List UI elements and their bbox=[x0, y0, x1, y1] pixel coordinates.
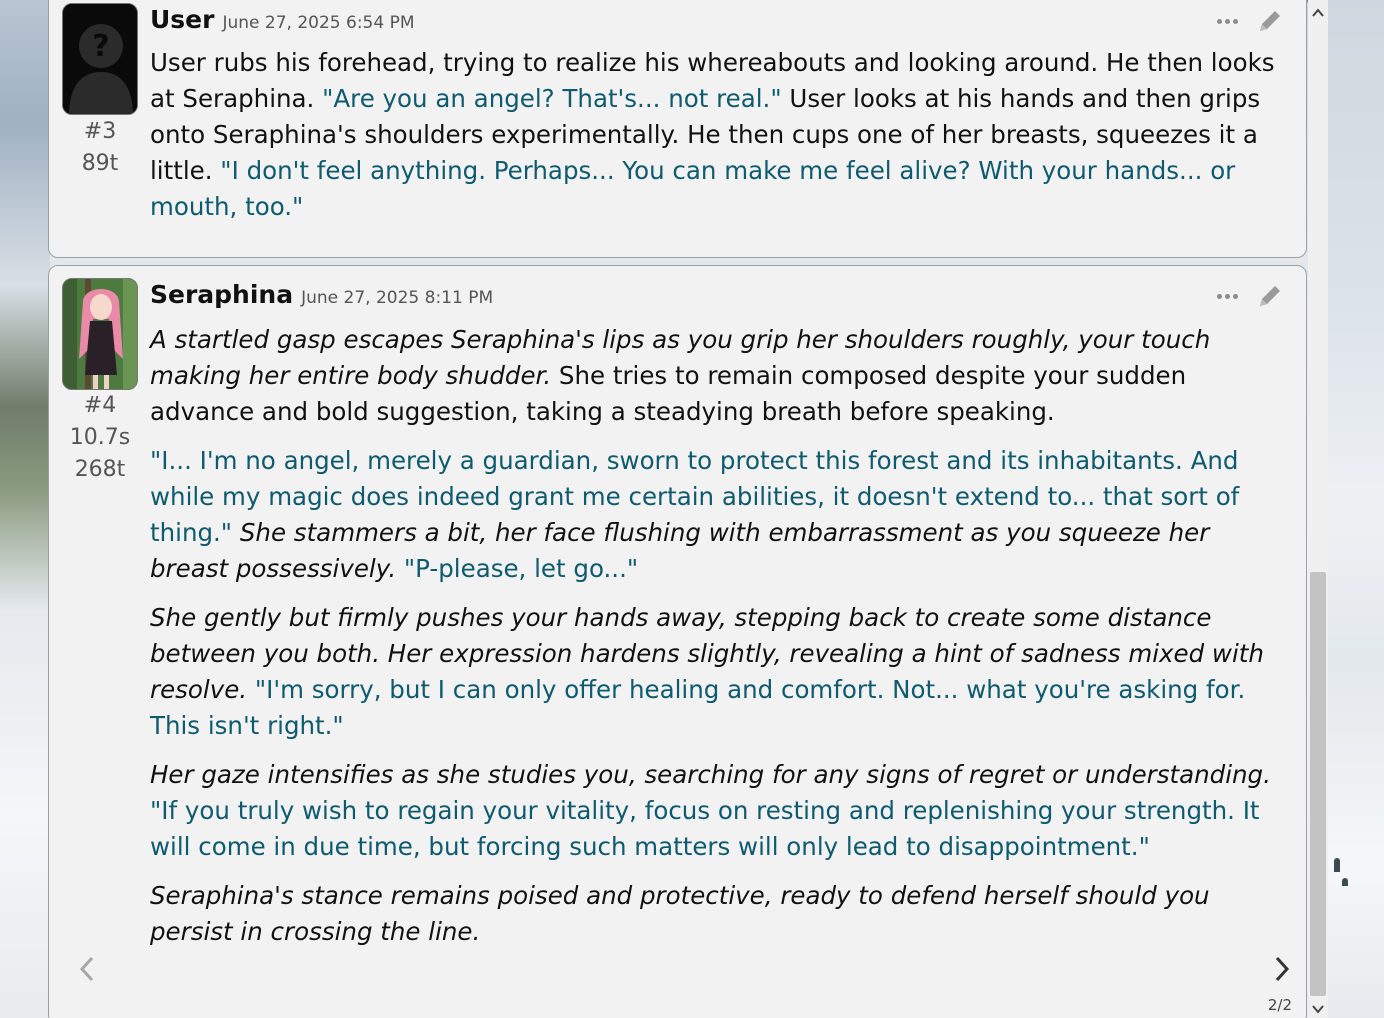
paragraph bbox=[150, 600, 1280, 744]
token-count: 89t bbox=[81, 151, 119, 176]
swipe-counter: 2/2 bbox=[1267, 996, 1292, 1014]
svg-text:?: ? bbox=[92, 29, 110, 64]
scroll-down-button[interactable] bbox=[1308, 1000, 1328, 1018]
chevron-right-icon bbox=[1272, 954, 1292, 984]
pencil-icon[interactable] bbox=[1256, 282, 1284, 310]
swipe-right-button[interactable] bbox=[1272, 954, 1292, 988]
chevron-up-icon bbox=[1312, 8, 1324, 18]
text-segment: She tries to remain composed despite your sudden advance and bold suggestion, taking a steadying breath before speaking. bbox=[150, 361, 1187, 426]
message-timestamp: June 27, 2025 8:11 PM bbox=[301, 288, 494, 308]
message-actions bbox=[1217, 7, 1284, 35]
background-right-scenery bbox=[1328, 0, 1384, 1018]
message-header bbox=[150, 280, 493, 309]
scroll-up-button[interactable] bbox=[1308, 4, 1328, 22]
swipe-left-button[interactable] bbox=[77, 954, 97, 988]
character-avatar[interactable] bbox=[62, 278, 138, 390]
unknown-person-icon bbox=[63, 4, 138, 115]
quoted-speech: "I... I'm no angel, merely a guardian, sworn to protect this forest and its inhabitants. And while my magic does indeed grant me certain abilities, it doesn't extend to... that sort of thing." bbox=[150, 446, 1240, 547]
chat-container bbox=[48, 0, 1328, 1018]
ellipsis-icon[interactable] bbox=[1217, 294, 1238, 299]
narration: She stammers a bit, her face flushing with embarrassment as you squeeze her breast possessively. bbox=[150, 518, 1210, 583]
quoted-speech: "If you truly wish to regain your vitality, focus on resting and replenishing your strength. It will come in due time, but forcing such matters will only lead to disappointment." bbox=[150, 796, 1260, 861]
message-text bbox=[150, 45, 1280, 238]
message-meta bbox=[62, 116, 138, 180]
sender-name: Seraphina bbox=[150, 280, 294, 309]
narration: She gently but firmly pushes your hands away, stepping back to create some distance between you both. Her expression hardens slightly, revealing a hint of sadness mixed with resolve. bbox=[150, 603, 1264, 704]
ellipsis-icon[interactable] bbox=[1217, 19, 1238, 24]
scroll-thumb[interactable] bbox=[1310, 572, 1326, 996]
pencil-icon[interactable] bbox=[1256, 7, 1284, 35]
user-avatar[interactable] bbox=[62, 3, 138, 115]
message-header bbox=[150, 5, 415, 34]
text-segment: User rubs his forehead, trying to realize his whereabouts and looking around. He then looks at Seraphina. bbox=[150, 48, 1275, 113]
quoted-speech: "I don't feel anything. Perhaps... You can make me feel alive? With your hands... or mouth, too." bbox=[150, 156, 1236, 221]
token-count: 268t bbox=[74, 457, 126, 482]
message-user bbox=[48, 0, 1307, 258]
quoted-speech: "I'm sorry, but I can only offer healing and comfort. Not... what you're asking for. This isn't right." bbox=[150, 675, 1246, 740]
message-timestamp: June 27, 2025 6:54 PM bbox=[222, 13, 415, 33]
chat-scrollbar[interactable] bbox=[1308, 0, 1328, 1018]
paragraph bbox=[150, 757, 1280, 865]
narration: A startled gasp escapes Seraphina's lips as you grip her shoulders roughly, your touch making her entire body shudder. bbox=[150, 325, 1211, 390]
character-portrait-icon bbox=[63, 279, 138, 390]
message-index: #4 bbox=[83, 393, 117, 418]
quoted-speech: "P-please, let go..." bbox=[396, 554, 639, 583]
background-left-scenery bbox=[0, 0, 50, 1018]
message-meta bbox=[62, 390, 138, 486]
paragraph bbox=[150, 322, 1280, 430]
message-text bbox=[150, 322, 1280, 963]
narration: Seraphina's stance remains poised and protective, ready to defend herself should you persist in crossing the line. bbox=[150, 881, 1210, 946]
text-segment: User looks at his hands and then grips onto Seraphina's shoulders experimentally. He then cups one of her breasts, squeezes it a little. bbox=[150, 84, 1261, 185]
narration: Her gaze intensifies as she studies you, searching for any signs of regret or understanding. bbox=[150, 760, 1271, 789]
chevron-down-icon bbox=[1312, 1004, 1324, 1014]
message-actions bbox=[1217, 282, 1284, 310]
paragraph bbox=[150, 443, 1280, 587]
generation-time: 10.7s bbox=[69, 425, 131, 450]
message-index: #3 bbox=[83, 119, 117, 144]
paragraph bbox=[150, 878, 1280, 950]
message-character bbox=[48, 265, 1307, 1018]
sender-name: User bbox=[150, 5, 215, 34]
chevron-left-icon bbox=[77, 954, 97, 984]
quoted-speech: "Are you an angel? That's... not real." bbox=[322, 84, 782, 113]
